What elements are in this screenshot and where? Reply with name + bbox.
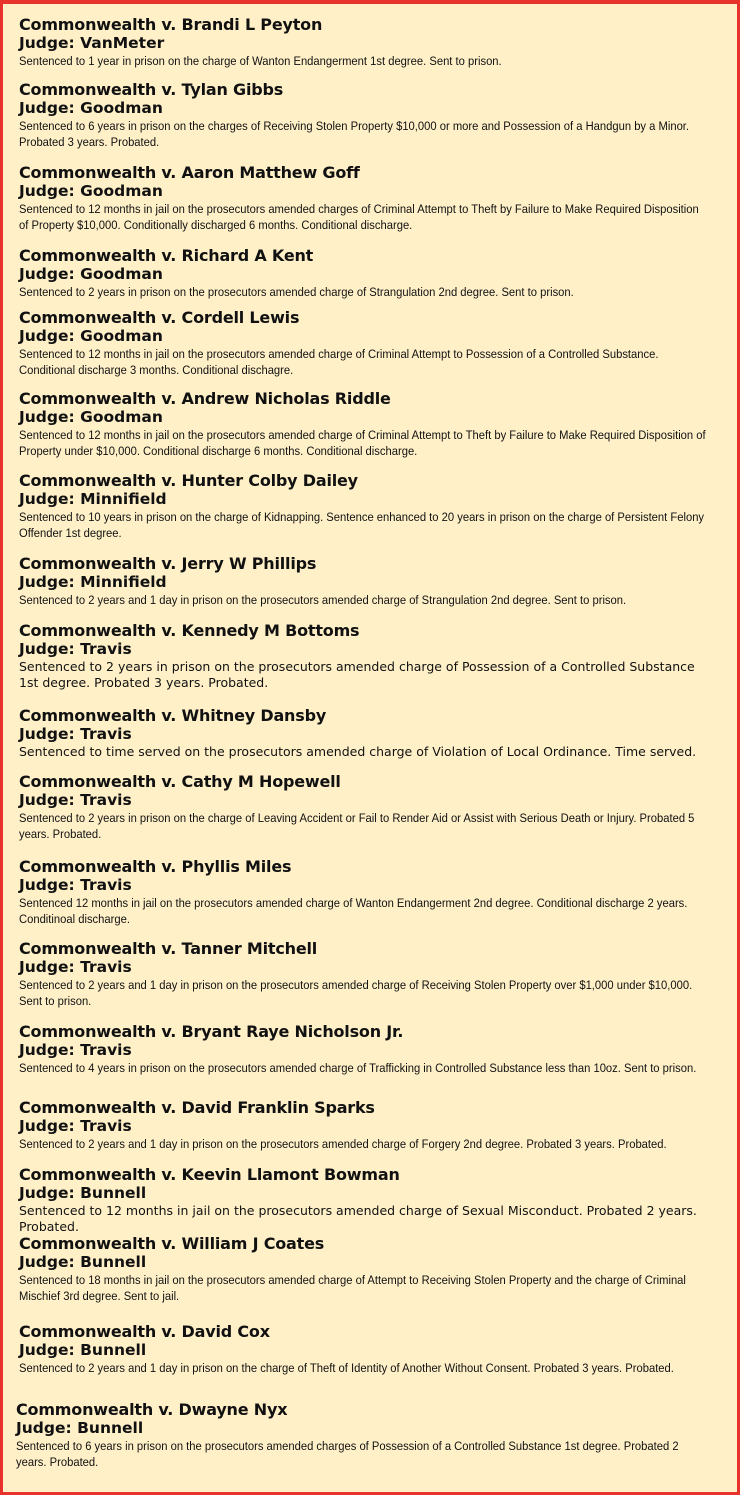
sentence-text: Sentenced to 18 months in jail on the prosecutors amended charge of Attempt to Receiving Stolen Property and the charge of Criminal Mischief 3rd degree. Sent to jail.	[19, 1273, 686, 1303]
case-entry	[19, 706, 715, 760]
case-entry	[19, 389, 715, 459]
case-title: Commonwealth v. David Cox	[19, 1322, 270, 1341]
case-title: Commonwealth v. Cathy M Hopewell	[19, 772, 341, 791]
case-entry	[19, 1165, 715, 1235]
case-title: Commonwealth v. Phyllis Miles	[19, 857, 292, 876]
judge-name: Judge: Bunnell	[19, 1341, 147, 1359]
case-entry	[16, 1400, 715, 1470]
case-entry	[19, 554, 715, 608]
case-title: Commonwealth v. Whitney Dansby	[19, 706, 327, 725]
sentence-text: Sentenced to 12 months in jail on the prosecutors amended charge of Sexual Misconduct. Probated 2 years. Probated.	[19, 1203, 697, 1234]
case-entry	[19, 1098, 715, 1152]
case-entry	[19, 857, 715, 927]
judge-name: Judge: Minnifield	[19, 490, 167, 508]
case-entry	[19, 80, 715, 150]
judge-name: Judge: Goodman	[19, 327, 163, 345]
sentence-text: Sentenced to 6 years in prison on the prosecutors amended charges of Possession of a Controlled Substance 1st degree. Probated 2 years. Probated.	[16, 1439, 679, 1469]
case-title: Commonwealth v. Cordell Lewis	[19, 308, 300, 327]
sentence-text: Sentenced 12 months in jail on the prosecutors amended charge of Wanton Endangerment 2nd degree. Conditional discharge 2 years. Conditinoal discharge.	[19, 896, 688, 926]
case-entry	[19, 621, 715, 691]
case-title: Commonwealth v. Richard A Kent	[19, 246, 314, 265]
case-title: Commonwealth v. Andrew Nicholas Riddle	[19, 389, 391, 408]
case-title: Commonwealth v. Dwayne Nyx	[16, 1400, 288, 1419]
judge-name: Judge: Bunnell	[19, 1253, 147, 1271]
case-entry	[19, 1322, 715, 1376]
case-entry	[19, 772, 715, 842]
sentence-text: Sentenced to 2 years and 1 day in prison on the charge of Theft of Identity of Another Without Consent. Probated 3 years. Probated.	[19, 1361, 674, 1375]
case-entry	[19, 163, 715, 233]
sentence-text: Sentenced to 2 years in prison on the prosecutors amended charge of Possession of a Controlled Substance 1st degree. Probated 3 years. Probated.	[19, 659, 695, 690]
judge-name: Judge: Goodman	[19, 408, 163, 426]
sentence-text: Sentenced to 4 years in prison on the prosecutors amended charge of Trafficking in Controlled Substance less than 10oz. Sent to prison.	[19, 1061, 697, 1075]
judge-name: Judge: Travis	[19, 876, 132, 894]
case-entry	[19, 1022, 715, 1076]
sentence-text: Sentenced to 10 years in prison on the charge of Kidnapping. Sentence enhanced to 20 years in prison on the charge of Persistent Felony Offender 1st degree.	[19, 510, 705, 540]
judge-name: Judge: Travis	[19, 640, 132, 658]
case-title: Commonwealth v. Kennedy M Bottoms	[19, 621, 360, 640]
case-entry	[19, 308, 715, 378]
case-title: Commonwealth v. David Franklin Sparks	[19, 1098, 375, 1117]
judge-name: Judge: Travis	[19, 1041, 132, 1059]
judge-name: Judge: Goodman	[19, 265, 163, 283]
sentence-text: Sentenced to time served on the prosecutors amended charge of Violation of Local Ordinance. Time served.	[19, 744, 697, 759]
sentence-text: Sentenced to 2 years in prison on the charge of Leaving Accident or Fail to Render Aid or Assist with Serious Death or Injury. Probated 5 years. Probated.	[19, 811, 695, 841]
sentence-text: Sentenced to 12 months in jail on the prosecutors amended charges of Criminal Attempt to Theft by Failure to Make Required Disposition of Property $10,000. Conditionally discharged 6 months. Conditional discharge.	[19, 202, 699, 232]
case-title: Commonwealth v. Keevin Llamont Bowman	[19, 1165, 400, 1184]
case-title: Commonwealth v. Jerry W Phillips	[19, 554, 317, 573]
sentence-text: Sentenced to 2 years and 1 day in prison on the prosecutors amended charge of Forgery 2nd degree. Probated 3 years. Probated.	[19, 1137, 667, 1151]
sentence-text: Sentenced to 6 years in prison on the charges of Receiving Stolen Property $10,000 or more and Possession of a Handgun by a Minor. Probated 3 years. Probated.	[19, 119, 690, 149]
judge-name: Judge: VanMeter	[19, 34, 165, 52]
case-entry	[19, 1234, 715, 1304]
judge-name: Judge: Bunnell	[19, 1184, 147, 1202]
case-entry	[19, 939, 715, 1009]
case-entry	[19, 471, 715, 541]
sentence-text: Sentenced to 12 months in jail on the prosecutors amended charge of Criminal Attempt to Theft by Failure to Make Required Disposition of Property under $10,000. Conditional discharge 6 months. Conditional discharge.	[19, 428, 706, 458]
sentence-text: Sentenced to 12 months in jail on the prosecutors amended charge of Criminal Attempt to Possession of a Controlled Substance. Conditional discharge 3 months. Conditional dischagre.	[19, 347, 659, 377]
judge-name: Judge: Goodman	[19, 182, 163, 200]
case-entry	[19, 15, 715, 69]
case-title: Commonwealth v. Bryant Raye Nicholson Jr.	[19, 1022, 404, 1041]
case-title: Commonwealth v. Hunter Colby Dailey	[19, 471, 358, 490]
sentence-text: Sentenced to 2 years and 1 day in prison on the prosecutors amended charge of Receiving Stolen Property over $1,000 under $10,000. Sent to prison.	[19, 978, 693, 1008]
sentence-text: Sentenced to 2 years and 1 day in prison on the prosecutors amended charge of Strangulation 2nd degree. Sent to prison.	[19, 593, 627, 607]
case-title: Commonwealth v. Aaron Matthew Goff	[19, 163, 360, 182]
case-title: Commonwealth v. Tylan Gibbs	[19, 80, 284, 99]
case-title: Commonwealth v. Tanner Mitchell	[19, 939, 318, 958]
judge-name: Judge: Travis	[19, 958, 132, 976]
judge-name: Judge: Travis	[19, 725, 132, 743]
sentence-text: Sentenced to 1 year in prison on the charge of Wanton Endangerment 1st degree. Sent to prison.	[19, 54, 502, 68]
judge-name: Judge: Travis	[19, 791, 132, 809]
case-title: Commonwealth v. Brandi L Peyton	[19, 15, 323, 34]
case-title: Commonwealth v. William J Coates	[19, 1234, 325, 1253]
case-entry	[19, 246, 715, 300]
judge-name: Judge: Bunnell	[16, 1419, 144, 1437]
judge-name: Judge: Travis	[19, 1117, 132, 1135]
sentence-text: Sentenced to 2 years in prison on the prosecutors amended charge of Strangulation 2nd degree. Sent to prison.	[19, 285, 574, 299]
judge-name: Judge: Goodman	[19, 99, 163, 117]
judge-name: Judge: Minnifield	[19, 573, 167, 591]
